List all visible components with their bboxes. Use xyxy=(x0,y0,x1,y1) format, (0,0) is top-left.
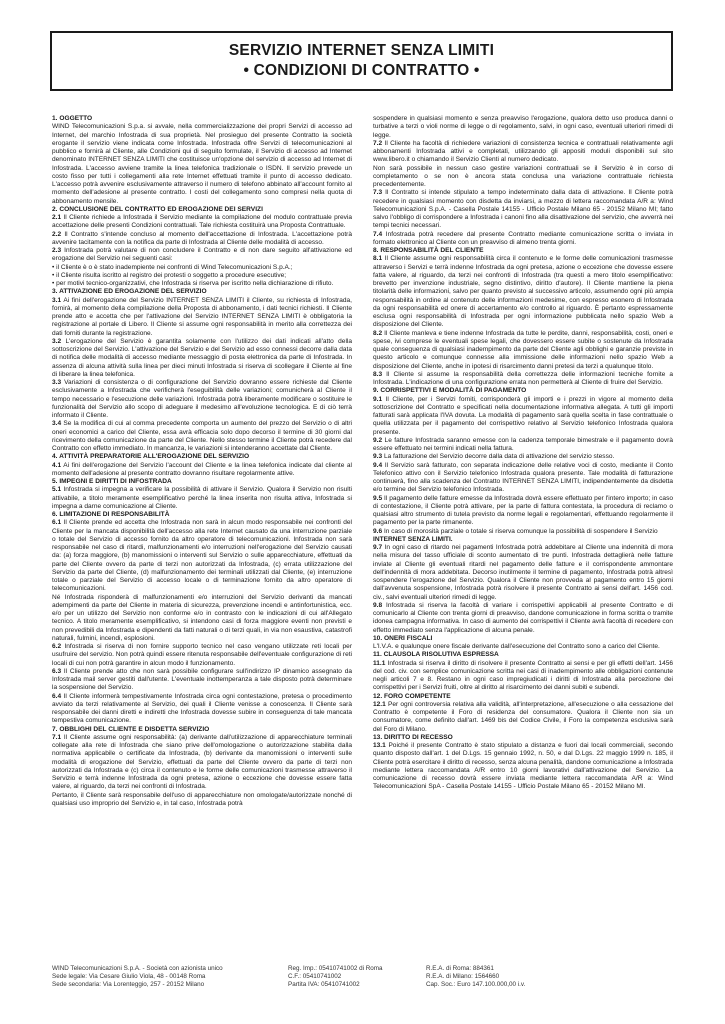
right-column xyxy=(373,115,673,935)
clause-paragraph xyxy=(52,462,352,479)
clause-text: Il Cliente, per i Servizi forniti, corrisponderà gli importi e i prezzi in vigore al momento della sottoscrizione del Contratto e specificati nella documentazione informativa allegata. A tutti gli importi fatturati sarà applicata l'IVA dovuta. La modalità di pagamento sarà quella scelta in fase contrattuale o quella utilizzata per il pagamento del corrispettivo relativo al Servizio telefonico Infostrada qualora presente. xyxy=(373,395,673,436)
clause-paragraph xyxy=(52,231,352,248)
clause-number: 9.5 xyxy=(373,494,383,502)
clause-text: • per motivi tecnico-organizzativi, che Infostrada si riserva per iscritto nella dichiarazione di rifiuto. xyxy=(52,280,334,287)
clause-number: 2.2 xyxy=(52,230,62,238)
clause-paragraph xyxy=(373,528,673,536)
footer-company-info xyxy=(52,965,288,997)
clause-number: 3.4 xyxy=(52,420,62,428)
clause-text: Il Cliente richiede a Infostrada il Servizio mediante la compilazione del modulo contrattuale previa accettazione delle presenti Condizioni contrattuali. Tale richiesta costituirà una Proposta Contrattuale. xyxy=(52,214,352,230)
section-heading: 7. OBBLIGHI DEL CLIENTE E DISDETTA SERVIZIO xyxy=(52,725,210,733)
clause-paragraph xyxy=(52,280,352,288)
footer-line: Sede secondaria: Via Lorenteggio, 257 - 20152 Milano xyxy=(52,981,205,988)
clause-text: Il Cliente assume ogni responsabilità: (a) derivante dall'utilizzazione di apparecchiature terminali collegate alla rete di Infostrada che siano prive dell'omologazione o autorizzazione stabilita dalla normativa applicabile o certificate da Infostrada, (b) derivante da manomissioni o interventi sulle modalità di erogazione del Servizio, effettuati da parte del Cliente ovvero da parte di terzi non autorizzati da Infostrada e (c) circa il contenuto e le forme delle comunicazioni trasmesse attraverso il Servizio e terrà indenne Infostrada da ogni pretesa, azione o eccezione che dovesse essere fatta valere, al riguardo, da terzi nei confronti di Infostrada. xyxy=(52,733,352,791)
footer-line: Cap. Soc.: Euro 147.100.000,00 i.v. xyxy=(426,981,526,988)
clause-paragraph xyxy=(52,214,352,231)
clause-text: Ai fini dell'erogazione del Servizio l'account del Cliente e la linea telefonica indicate dal cliente al momento dell'adesione al presente contratto dovranno risultare regolarmente attive. xyxy=(52,461,352,477)
clause-text: • il Cliente è o è stato inadempiente nei confronti di Wind Telecomunicazioni S.p.A.; xyxy=(52,263,293,271)
clause-text: Il Contratto si intende stipulato a tempo indeterminato dalla data di attivazione. Il Cliente potrà recedere in qualsiasi momento con disdetta da inviarsi, a mezzo di lettera raccomandata A/R a: Wind Telecomunicazioni S.p.A. - Casella Postale 14155 - Ufficio Postale Milano 65 - 20152 Milano MI; fatto salvo l'obbligo di corrispondere a Infostrada i canoni fino alla disattivazione del servizio, che avverrà nei tempi tecnici necessari. xyxy=(373,189,673,230)
clause-paragraph xyxy=(373,231,673,248)
clause-paragraph xyxy=(373,140,673,165)
clause-text: In ogni caso di ritardo nei pagamenti Infostrada potrà addebitare al Cliente una indennità di mora nella misura del tasso ufficiale di sconto aumentato di tre punti. Infostrada dettaglierà nelle fatture inviate al Cliente gli eventuali ritardi nel pagamento delle fatture e il corrispondente ammontare dell'indennità di mora addebitata. Decorso inutilmente il termine di pagamento, Infostrada potrà altresì sospendere l'erogazione del Servizio. Qualora il Cliente non provveda al pagamento entro 15 giorni dall'avvenuta sospensione, Infostrada potrà risolvere il presente Contratto ai sensi dell'art. 1456 cod. civ., salvi eventuali ulteriori rimedi di legge. xyxy=(373,544,673,601)
clause-number: 2.1 xyxy=(52,214,62,221)
section-heading: 5. IMPEGNI E DIRITTI DI INFOSTRADA xyxy=(52,478,172,485)
clause-number: 9.3 xyxy=(373,453,383,461)
clause-paragraph xyxy=(52,379,352,420)
clause-paragraph xyxy=(52,123,352,206)
clause-text: Il Cliente manleva e tiene indenne Infostrada da tutte le perdite, danni, responsabilità, costi, oneri e spese, ivi comprese le eventuali spese legali, che dovessero essere subite o sostenute da Infostrada quale conseguenza di qualsiasi inadempimento da parte del Cliente agli obblighi e garanzie previste in questo articolo e comunque connesse alla immissione delle informazioni nello spazio Web a disposizione del Cliente, anche in ipotesi di risarcimento danni pretesi da terzi a qualunque titolo. xyxy=(373,329,673,370)
clause-text: Il Cliente prende atto che non sarà possibile configurare sull'indirizzo IP dinamico assegnato da Infostrada mail server gestiti dall'utente. L'eventuale inottemperanza a tale disposto potrà determinare la sospensione del Servizio. xyxy=(52,667,352,692)
section-heading: 8. RESPONSABILITÀ DEL CLIENTE xyxy=(373,247,484,254)
clause-paragraph xyxy=(373,189,673,230)
clause-text: Il Contratto s'intende concluso al momento dell'accettazione di Infostrada. L'accettazione potrà avvenire tacitamente con la notifica da parte di Infostrada al Cliente delle modalità di accesso. xyxy=(52,230,352,246)
clause-number: 3.2 xyxy=(52,337,62,345)
clause-text: L'I.V.A. e qualunque onere fiscale derivante dall'esecuzione del Contratto sono a carico del Cliente. xyxy=(373,643,660,650)
clause-paragraph xyxy=(52,519,352,593)
clause-paragraph xyxy=(52,297,352,338)
section-heading: 12. FORO COMPETENTE xyxy=(373,692,451,700)
left-column xyxy=(52,115,352,935)
clause-paragraph xyxy=(52,264,352,272)
clause-text: Né Infostrada risponderà di malfunzionamenti e/o interruzioni del Servizio derivanti da mancati adempimenti da parte del Cliente in materia di sicurezza, prevenzione incendi e antinfortunistica, ecc. e/o per un utilizzo del Servizio non conforme e/o in contrasto con le indicazioni di cui all'Allegato tecnico. A titolo meramente esemplificativo, si intendono casi di forza maggiore eventi non previsti e non prevedibili da Infostrada e dipendenti da fatti naturali o di terzi quali, in via non esaustiva, catastrofi naturali, fulmini, incendi, esplosioni. xyxy=(52,593,352,642)
clause-text: Ai fini dell'erogazione del Servizio INTERNET SENZA LIMITI il Cliente, su richiesta di Infostrada, fornirà, al momento della compilazione della Proposta di abbonamento, i dati tecnici richiesti. Il Cliente prende atto e accetta che per l'attivazione del Servizio INTERNET SENZA LIMITI è obbligatoria la registrazione al portale di Libero. Il Cliente si assume ogni responsabilità in merito alla correttezza dei dati forniti durante la registrazione. xyxy=(52,296,352,337)
clause-paragraph xyxy=(373,495,673,528)
section-heading: 13. DIRITTO DI RECESSO xyxy=(373,733,453,741)
clause-paragraph xyxy=(52,643,352,668)
clause-text: Infostrada potrà recedere dal presente Contratto mediante comunicazione scritta o inviata in formato elettronico al Cliente con un preavviso di almeno trenta giorni. xyxy=(373,230,673,246)
clause-paragraph xyxy=(52,594,352,644)
document-title-box xyxy=(50,31,673,91)
clause-text: Il Cliente si assume la responsabilità della correttezza delle informazioni tecniche fornite a Infostrada. L'indicazione di una configurazione errata non permetterà al Cliente di fruire del Servizio. xyxy=(373,370,673,386)
clause-paragraph xyxy=(52,338,352,379)
clause-paragraph xyxy=(373,462,673,495)
clause-paragraph xyxy=(373,660,673,693)
clause-paragraph xyxy=(373,330,673,371)
clause-number: 12.1 xyxy=(373,700,386,708)
clause-number: 8.2 xyxy=(373,329,383,337)
clause-text: Le fatture Infostrada saranno emesse con la cadenza temporale bimestrale e il pagamento dovrà essere effettuato nei termini indicati nella fattura. xyxy=(373,436,673,452)
clause-text: Il Cliente assume ogni responsabilità circa il contenuto e le forme delle comunicazioni trasmesse attraverso i Servizi e terrà indenne Infostrada da ogni pretesa, azione o eccezione che dovesse essere fatta valere, al riguardo, da terzi nei confronti di Infostrada (tra questi a mero titolo esemplificativo: brevetto per invenzione industriale, segno distintivo, diritto d'autore). Il Cliente mantiene la piena titolarità delle informazioni, salvo per quanto previsto al successivo articolo, assumendo ogni più ampia responsabilità in ordine al contenuto delle informazioni medesime, con espresso esonero di Infostrada da ogni responsabilità ed onere di accertamento e/o controllo al riguardo. È pertanto espressamente esclusa ogni responsabilità di Infostrada per ogni informazione pubblicata nello spazio Web a disposizione del Cliente. xyxy=(373,255,673,329)
clause-text: sospendere in qualsiasi momento e senza preavviso l'erogazione, qualora detto uso produca danni o turbative a terzi o violi norme di legge o di regolamento, salvi, in ogni caso, eventuali ulteriori rimedi di legge. xyxy=(373,115,673,139)
section-heading: 2. CONCLUSIONE DEL CONTRATTO ED EROGAZIONE DEI SERVIZI xyxy=(52,205,263,213)
clause-paragraph xyxy=(373,115,673,140)
clause-number: 9.7 xyxy=(373,544,383,551)
clause-number: 6.1 xyxy=(52,519,62,527)
clause-number: 6.4 xyxy=(52,692,62,700)
clause-paragraph xyxy=(373,544,673,602)
clause-text: Il Cliente prende ed accetta che Infostrada non sarà in alcun modo responsabile nei confronti del Cliente per la mancata disponibilità dell'accesso alla rete Internet causato da una interruzione parziale o totale del Servizio di accesso fornito da altro operatore di telecomunicazioni. Infostrada non sarà responsabile nel caso di ritardi, malfunzionamenti e/o interruzioni nell'erogazione del Servizio causati da: (a) forza maggiore, (b) manomissioni o interventi sul Servizio o sulle apparecchiature, effettuati da parte del Cliente ovvero da parte di terzi non autorizzati da Infostrada, (c) errata utilizzazione del Servizio da parte del Cliente, (d) malfunzionamento dei terminali utilizzati dal Cliente, (e) interruzione totale o parziale del Servizio di accesso locale o di terminazione fornito da altro operatore di telecomunicazioni. xyxy=(52,519,352,593)
clause-text: WIND Telecomunicazioni S.p.a. si avvale, nella commercializzazione dei propri Servizi di accesso ad Internet, del marchio Infostrada di sua proprietà. Nel prosieguo del presente Contratto la società erogante il servizio viene indicata come Infostrada. Infostrada offre Servizi di telecomunicazioni al pubblico e fornirà al Cliente, alle Condizioni qui di seguito formulate, il Servizio di accesso ad Internet denominato INTERNET SENZA LIMITI che costituisce un'opzione del servizio di accesso ad Internet di Infostrada. L'accesso avviene tramite la linea telefonica tradizionale o ISDN. Il servizio prevede un costo fisso per tutti i collegamenti alla rete Internet effettuati tramite il punto di accesso dedicato. L'accesso potrà avvenire esclusivamente attraverso il numero di telefono abbinato all'account fornito al momento dell'adesione al presente contratto. I costi del collegamento sono compresi nella quota di abbonamento mensile. xyxy=(52,123,352,205)
clause-text: Pertanto, il Cliente sarà responsabile dell'uso di apparecchiature non omologate/autorizzate nonché di qualsiasi uso improprio del Servizio e, in tal caso, Infostrada potrà xyxy=(52,791,352,807)
contract-body xyxy=(52,115,673,935)
clause-paragraph xyxy=(52,693,352,726)
footer-line: Reg. Imp.: 05410741002 di Roma xyxy=(288,965,383,972)
clause-number: 8.1 xyxy=(373,255,383,263)
footer-line: C.F.: 05410741002 xyxy=(288,973,342,980)
footer-line: Partita IVA: 05410741002 xyxy=(288,981,360,988)
footer-line: R.E.A. di Roma: 884361 xyxy=(426,965,494,972)
clause-number: 3.3 xyxy=(52,379,62,386)
clause-paragraph xyxy=(373,602,673,635)
clause-text: Il Cliente informerà tempestivamente Infostrada circa ogni contestazione, pretesa o procedimento avviato da terzi relativamente al Servizio, dei quali il Cliente venisse a conoscenza. Il Cliente sarà responsabile dei danni diretti e indiretti che Infostrada dovesse subire in conseguenza di tale mancata tempestiva comunicazione. xyxy=(52,692,352,725)
footer-rea-info xyxy=(426,965,576,997)
clause-number: 3.1 xyxy=(52,296,62,304)
clause-number: 9.6 xyxy=(373,527,383,535)
clause-paragraph xyxy=(52,247,352,264)
clause-paragraph xyxy=(52,668,352,693)
section-heading: 9. CORRISPETTIVI E MODALITÀ DI PAGAMENTO xyxy=(373,387,527,395)
clause-paragraph xyxy=(373,371,673,388)
clause-text: • il Cliente risulta iscritto al registro dei protesti o soggetto a procedure esecutive; xyxy=(52,271,287,279)
clause-text: Se la modifica di cui al comma precedente comporta un aumento del prezzo del Servizio o di altri oneri economici a carico del Cliente, essa avrà efficacia solo dopo decorso il termine di 30 giorni dal ricevimento della comunicazione da parte del Cliente. Nello stesso termine il Cliente potrà recedere dal Contratto con effetto immediato. In mancanza, le variazioni si intenderanno accettate dal Cliente. xyxy=(52,420,352,452)
clause-number: 7.4 xyxy=(373,230,383,238)
document-title: SERVIZIO INTERNET SENZA LIMITI xyxy=(228,42,495,59)
clause-paragraph xyxy=(52,734,352,792)
clause-number: 8.3 xyxy=(373,370,383,378)
clause-number: 9.4 xyxy=(373,461,383,469)
clause-text: Per ogni controversia relativa alla validità, all'interpretazione, all'esecuzione o alla cessazione del Contratto è competente il Foro di residenza del consumatore. Qualora il Cliente non sia un consumatore, come definito dall'art. 1469 bis del Codice Civile, il Foro la competenza esclusiva sarà del Foro di Milano. xyxy=(373,700,673,733)
section-heading: 11. CLAUSOLA RISOLUTIVA ESPRESSA xyxy=(373,651,499,659)
clause-number: 7.2 xyxy=(373,139,383,147)
clause-paragraph xyxy=(52,420,352,453)
clause-number: 9.1 xyxy=(373,395,383,403)
clause-text: Il Servizio sarà fatturato, con separata indicazione delle relative voci di costo, mediante il Conto Telefonico attivo con il Servizio telefonico Infostrada qualora presente. Tale modalità di fatturazione continuerà, fino alla scadenza del Contratto INTERNET SENZA LIMITI, indipendentemente da disdetta e/o termine del Servizio telefonico Infostrada. xyxy=(373,461,673,494)
clause-text: Non sarà possibile in nessun caso gestire variazioni contrattuali se il Servizio è in corso di completamento o se non è ancora stata conclusa una variazione contrattuale richiesta precedentemente. xyxy=(373,164,673,188)
document-subtitle: • CONDIZIONI DI CONTRATTO • xyxy=(243,62,480,79)
clause-number: 11.1 xyxy=(373,659,386,667)
section-heading: 3. ATTIVAZIONE ED EROGAZIONE DEL SERVIZIO xyxy=(52,288,207,296)
clause-paragraph xyxy=(373,643,673,651)
clause-paragraph xyxy=(373,453,673,461)
clause-number: 9.8 xyxy=(373,601,383,609)
clause-text: In caso di morosità parziale o totale si riserva comunque la possibilità di sospendere il Servizio xyxy=(383,527,658,535)
clause-text: Poiché il presente Contratto è stato stipulato a distanza e fuori dai locali commerciali, secondo quanto disposto dall'art. 1 del D.Lgs. 15 gennaio 1992, n. 50, e dal D.Lgs. 22 maggio 1999 n. 185, il Cliente potrà esercitare il diritto di recesso, senza alcuna penalità, dandone comunicazione a Infostrada mediante lettera raccomandata A/R entro 10 giorni lavorativi dall'attivazione del Servizio. La comunicazione di recesso dovrà essere inviata mediante lettera raccomandata A/R a: Wind Telecomunicazioni SpA - Casella Postale 14155 - Ufficio Postale Milano 65 - 20152 Milano MI. xyxy=(373,742,673,791)
footer-line: WIND Telecomunicazioni S.p.A. - Società con azionista unico xyxy=(52,965,223,972)
footer-line: R.E.A. di Milano: 1564660 xyxy=(426,973,500,980)
clause-number: 7.3 xyxy=(373,189,383,197)
clause-number: 9.2 xyxy=(373,436,383,444)
clause-text: Infostrada si riserva il diritto di risolvere il presente Contratto ai sensi e per gli effetti dell'art. 1456 del cod. civ. con semplice comunicazione scritta nei casi di inadempimento alle obbligazioni contenute negli articoli 7 e 8. Restano in ogni caso impregiudicati i diritti di Infostrada alla percezione dei corrispettivi per i Servizi fruiti, oltre al diritto al risarcimento dei danni subiti e subendi. xyxy=(373,659,673,692)
clause-text: Infostrada potrà valutare di non concludere il Contratto e di non dare seguito all'attivazione ed erogazione del Servizio nei seguenti casi: xyxy=(52,247,352,263)
clause-number: 6.3 xyxy=(52,667,62,675)
clause-text: Il Cliente ha facoltà di richiedere variazioni di consistenza tecnica e contrattuali relativamente agli abbonamenti Infostrada attivi e completati, utilizzando gli appositi moduli disponibili sul sito www.libero.it o chiamando il Servizio Clienti al numero dedicato. xyxy=(373,139,673,164)
clause-paragraph xyxy=(52,486,352,511)
footer-line: Sede legale: Via Cesare Giulio Viola, 48 - 00148 Roma xyxy=(52,973,206,980)
clause-number: 5.1 xyxy=(52,486,62,494)
clause-paragraph xyxy=(373,396,673,437)
company-footer xyxy=(52,965,673,997)
clause-text: Infostrada si impegna a verificare la possibilità di attivare il Servizio. Qualora il Servizio non risulti attivabile, a titolo meramente esemplificativo perché la linea inserita non risulta attiva, Infostrada si impegna a darne comunicazione al Cliente. xyxy=(52,486,352,510)
clause-text: Infostrada si riserva la facoltà di variare i corrispettivi applicabili al presente Contratto e di comunicarlo al Cliente con trenta giorni di preavviso, dandone comunicazione in forma scritta o tramite idonea campagna informativa. In caso di aumento dei corrispettivi il Cliente avrà facoltà di recedere con effetto immediato senza l'applicazione di alcuna penale. xyxy=(373,601,673,634)
section-heading: 4. ATTIVITÀ PREPARATORIE ALL'EROGAZIONE DEL SERVIZIO xyxy=(52,453,250,461)
clause-paragraph xyxy=(373,437,673,454)
clause-paragraph xyxy=(52,792,352,809)
clause-text: Variazioni di consistenza o di configurazione del Servizio dovranno essere richieste dal Cliente esclusivamente a Infostrada che verificherà l'eseguibilità delle variazioni; comunicherà al Cliente il tempo necessario e l'esecuzione delle variazioni. Infostrada potrà liberamente modificare o sostituire le funzionalità del Servizio allo scopo di adeguare il medesimo all'evoluzione tecnologica. E di ciò terrà informato il Cliente. xyxy=(52,379,352,419)
clause-number: 7.1 xyxy=(52,733,62,741)
clause-text: La fatturazione del Servizio decorre dalla data di attivazione del servizio stesso. xyxy=(383,453,615,461)
clause-paragraph xyxy=(373,255,673,329)
clause-paragraph xyxy=(373,165,673,190)
footer-registration-info xyxy=(288,965,426,997)
clause-number: 4.1 xyxy=(52,461,62,469)
clause-paragraph xyxy=(373,701,673,734)
clause-text: Infostrada si riserva di non fornire supporto tecnico nel caso vengano utilizzate reti locali per usufruire del servizio. Non potrà quindi essere ritenuta responsabile dell'eventuale configurazione di reti locali di cui non potrà garantire in alcun modo il funzionamento. xyxy=(52,643,352,667)
clause-paragraph xyxy=(373,742,673,792)
section-heading: INTERNET SENZA LIMITI. xyxy=(373,535,453,543)
section-heading: 1. OGGETTO xyxy=(52,115,93,122)
clause-text: L'erogazione del Servizio è garantita solamente con l'utilizzo dei dati indicati all'atto della sottoscrizione del Servizio. L'attivazione del Servizio e del Servizio ad esso connessi decorre dalla data di notifica delle modalità di accesso mediante messaggio di posta elettronica da parte di Infostrada. In assenza di alcuna attività sulla linea per dieci minuti Infostrada si riserva di scollegare il Cliente al fine di liberare la linea telefonica. xyxy=(52,337,352,378)
clause-number: 13.1 xyxy=(373,742,386,749)
clause-paragraph xyxy=(52,272,352,280)
section-heading: 10. ONERI FISCALI xyxy=(373,634,433,642)
clause-number: 2.3 xyxy=(52,247,62,254)
section-heading: 6. LIMITAZIONE DI RESPONSABILITÀ xyxy=(52,511,170,518)
clause-text: Il pagamento delle fatture emesse da Infostrada dovrà essere effettuato per l'intero importo; in caso di contestazione, il Cliente potrà attivare, per la parte di fattura contestata, la procedura di reclamo o qualsiasi altro strumento di tutela previsto da norme legali e regolamentari, effettuando regolarmente il pagamento per la parte rimanente. xyxy=(373,494,673,527)
clause-number: 6.2 xyxy=(52,643,62,650)
